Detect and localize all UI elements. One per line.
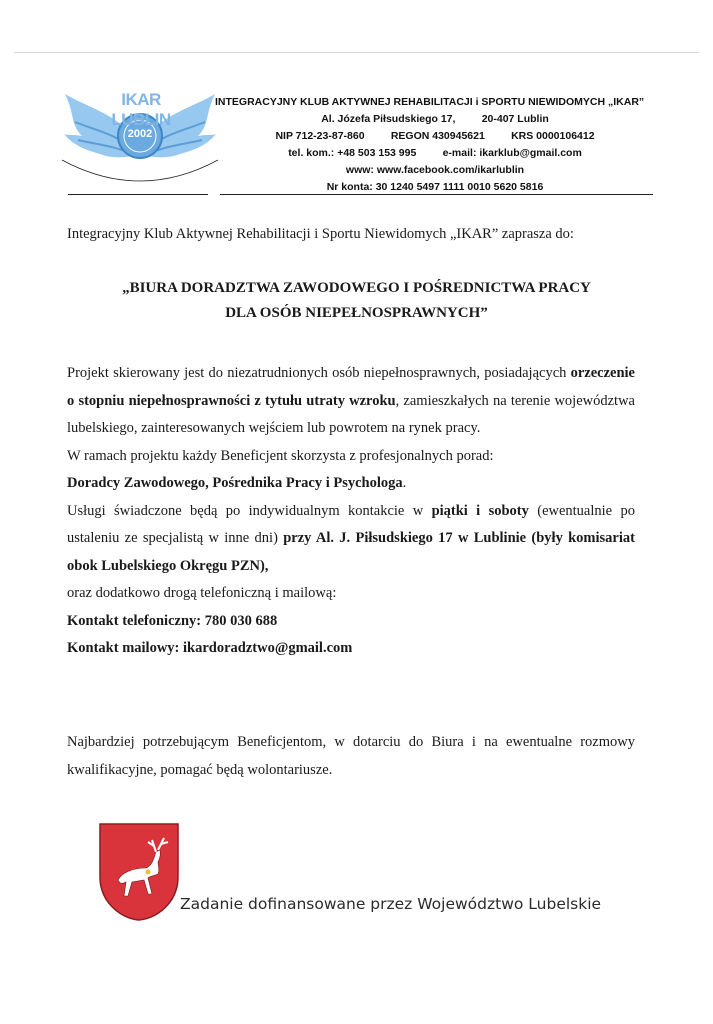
www: www: www.facebook.com/ikarlublin	[345, 164, 525, 176]
p1-text-b: , zamieszkałych na terenie województwa lubelskiego, zainteresowanych wejściem lub powrotem na rynek pracy.	[67, 392, 635, 436]
p4-bold-address: przy Al. J. Piłsudskiego 17 w Lublinie (były komisariat obok Lubelskiego Okręgu PZN),	[67, 530, 635, 574]
title-line-1: „BIURA DORADZTWA ZAWODOWEGO I POŚREDNICTWA PRACY	[122, 280, 591, 296]
krs: KRS 0000106412	[511, 130, 595, 142]
phone-contact-text: Kontakt telefoniczny: 780 030 688	[67, 612, 278, 629]
paragraph-project	[67, 360, 635, 443]
p4-bold-days: piątki i soboty	[431, 502, 529, 519]
regon: REGON 430945621	[390, 130, 485, 142]
paragraph-services	[67, 498, 635, 581]
address-line	[215, 111, 655, 128]
logo-year: 2002	[127, 128, 153, 140]
phone: tel. kom.: +48 503 153 995	[288, 147, 417, 159]
paragraph-advice: W ramach projektu każdy Beneficjent skorzysta z profesjonalnych porad:	[67, 447, 494, 464]
bank-account: Nr konta: 30 1240 5497 1111 0010 5620 5816	[326, 181, 544, 193]
paragraph-specialists	[67, 470, 635, 498]
contact-line	[215, 145, 655, 162]
address-street: Al. Józefa Piłsudskiego 17,	[321, 113, 456, 125]
letterhead	[215, 94, 655, 196]
deer-crest-icon	[98, 822, 180, 922]
title-line-2: DLA OSÓB NIEPEŁNOSPRAWNYCH”	[225, 305, 488, 321]
header-divider	[220, 194, 653, 195]
phone-contact	[67, 608, 635, 636]
address-city: 20-407 Lublin	[481, 113, 549, 125]
specialists-bold: Doradcy Zawodowego, Pośrednika Pracy i Psychologa	[67, 475, 403, 491]
p4-text-b: (ewentualnie po ustaleniu ze specjalistą w inne dni)	[67, 502, 635, 546]
email: e-mail: ikarklub@gmail.com	[442, 147, 582, 159]
funding-note: Zadanie dofinansowane przez Województwo Lubelskie	[180, 895, 602, 913]
p4-text-a: Usługi świadczone będą po indywidualnym kontakcie w	[67, 502, 432, 519]
logo-title: IKAR LUBLIN	[111, 90, 171, 129]
specialists-end: .	[402, 475, 407, 491]
p1-bold: orzeczenie o stopniu niepełnosprawności z tytułu utraty wzroku	[67, 365, 635, 409]
registry-line	[215, 128, 655, 145]
email-contact-text: Kontakt mailowy: ikardoradztwo@gmail.com	[67, 640, 353, 656]
intro-text: Integracyjny Klub Aktywnej Rehabilitacji i Sportu Niewidomych „IKAR” zaprasza do:	[67, 226, 574, 242]
ikar-lublin-logo	[60, 84, 220, 196]
lubelskie-crest	[98, 822, 180, 922]
logo-underline	[68, 194, 208, 195]
page-title	[67, 276, 646, 326]
email-contact	[67, 635, 635, 663]
org-name: INTEGRACYJNY KLUB AKTYWNEJ REHABILITACJI i SPORTU NIEWIDOMYCH „IKAR”	[215, 96, 645, 108]
outro-text: Najbardziej potrzebującym Beneficjentom, w dotarciu do Biura i na ewentualne rozmowy kwalifikacyjne, pomagać będą wolontariusze.	[67, 734, 635, 778]
body-section	[67, 360, 635, 663]
nip: NIP 712-23-87-860	[275, 130, 365, 142]
p1-text-a: Projekt skierowany jest do niezatrudnionych osób niepełnosprawnych, posiadających	[67, 365, 567, 381]
scan-edge-line	[14, 52, 699, 53]
paragraph-additional: oraz dodatkowo drogą telefoniczną i mailową:	[67, 585, 337, 601]
